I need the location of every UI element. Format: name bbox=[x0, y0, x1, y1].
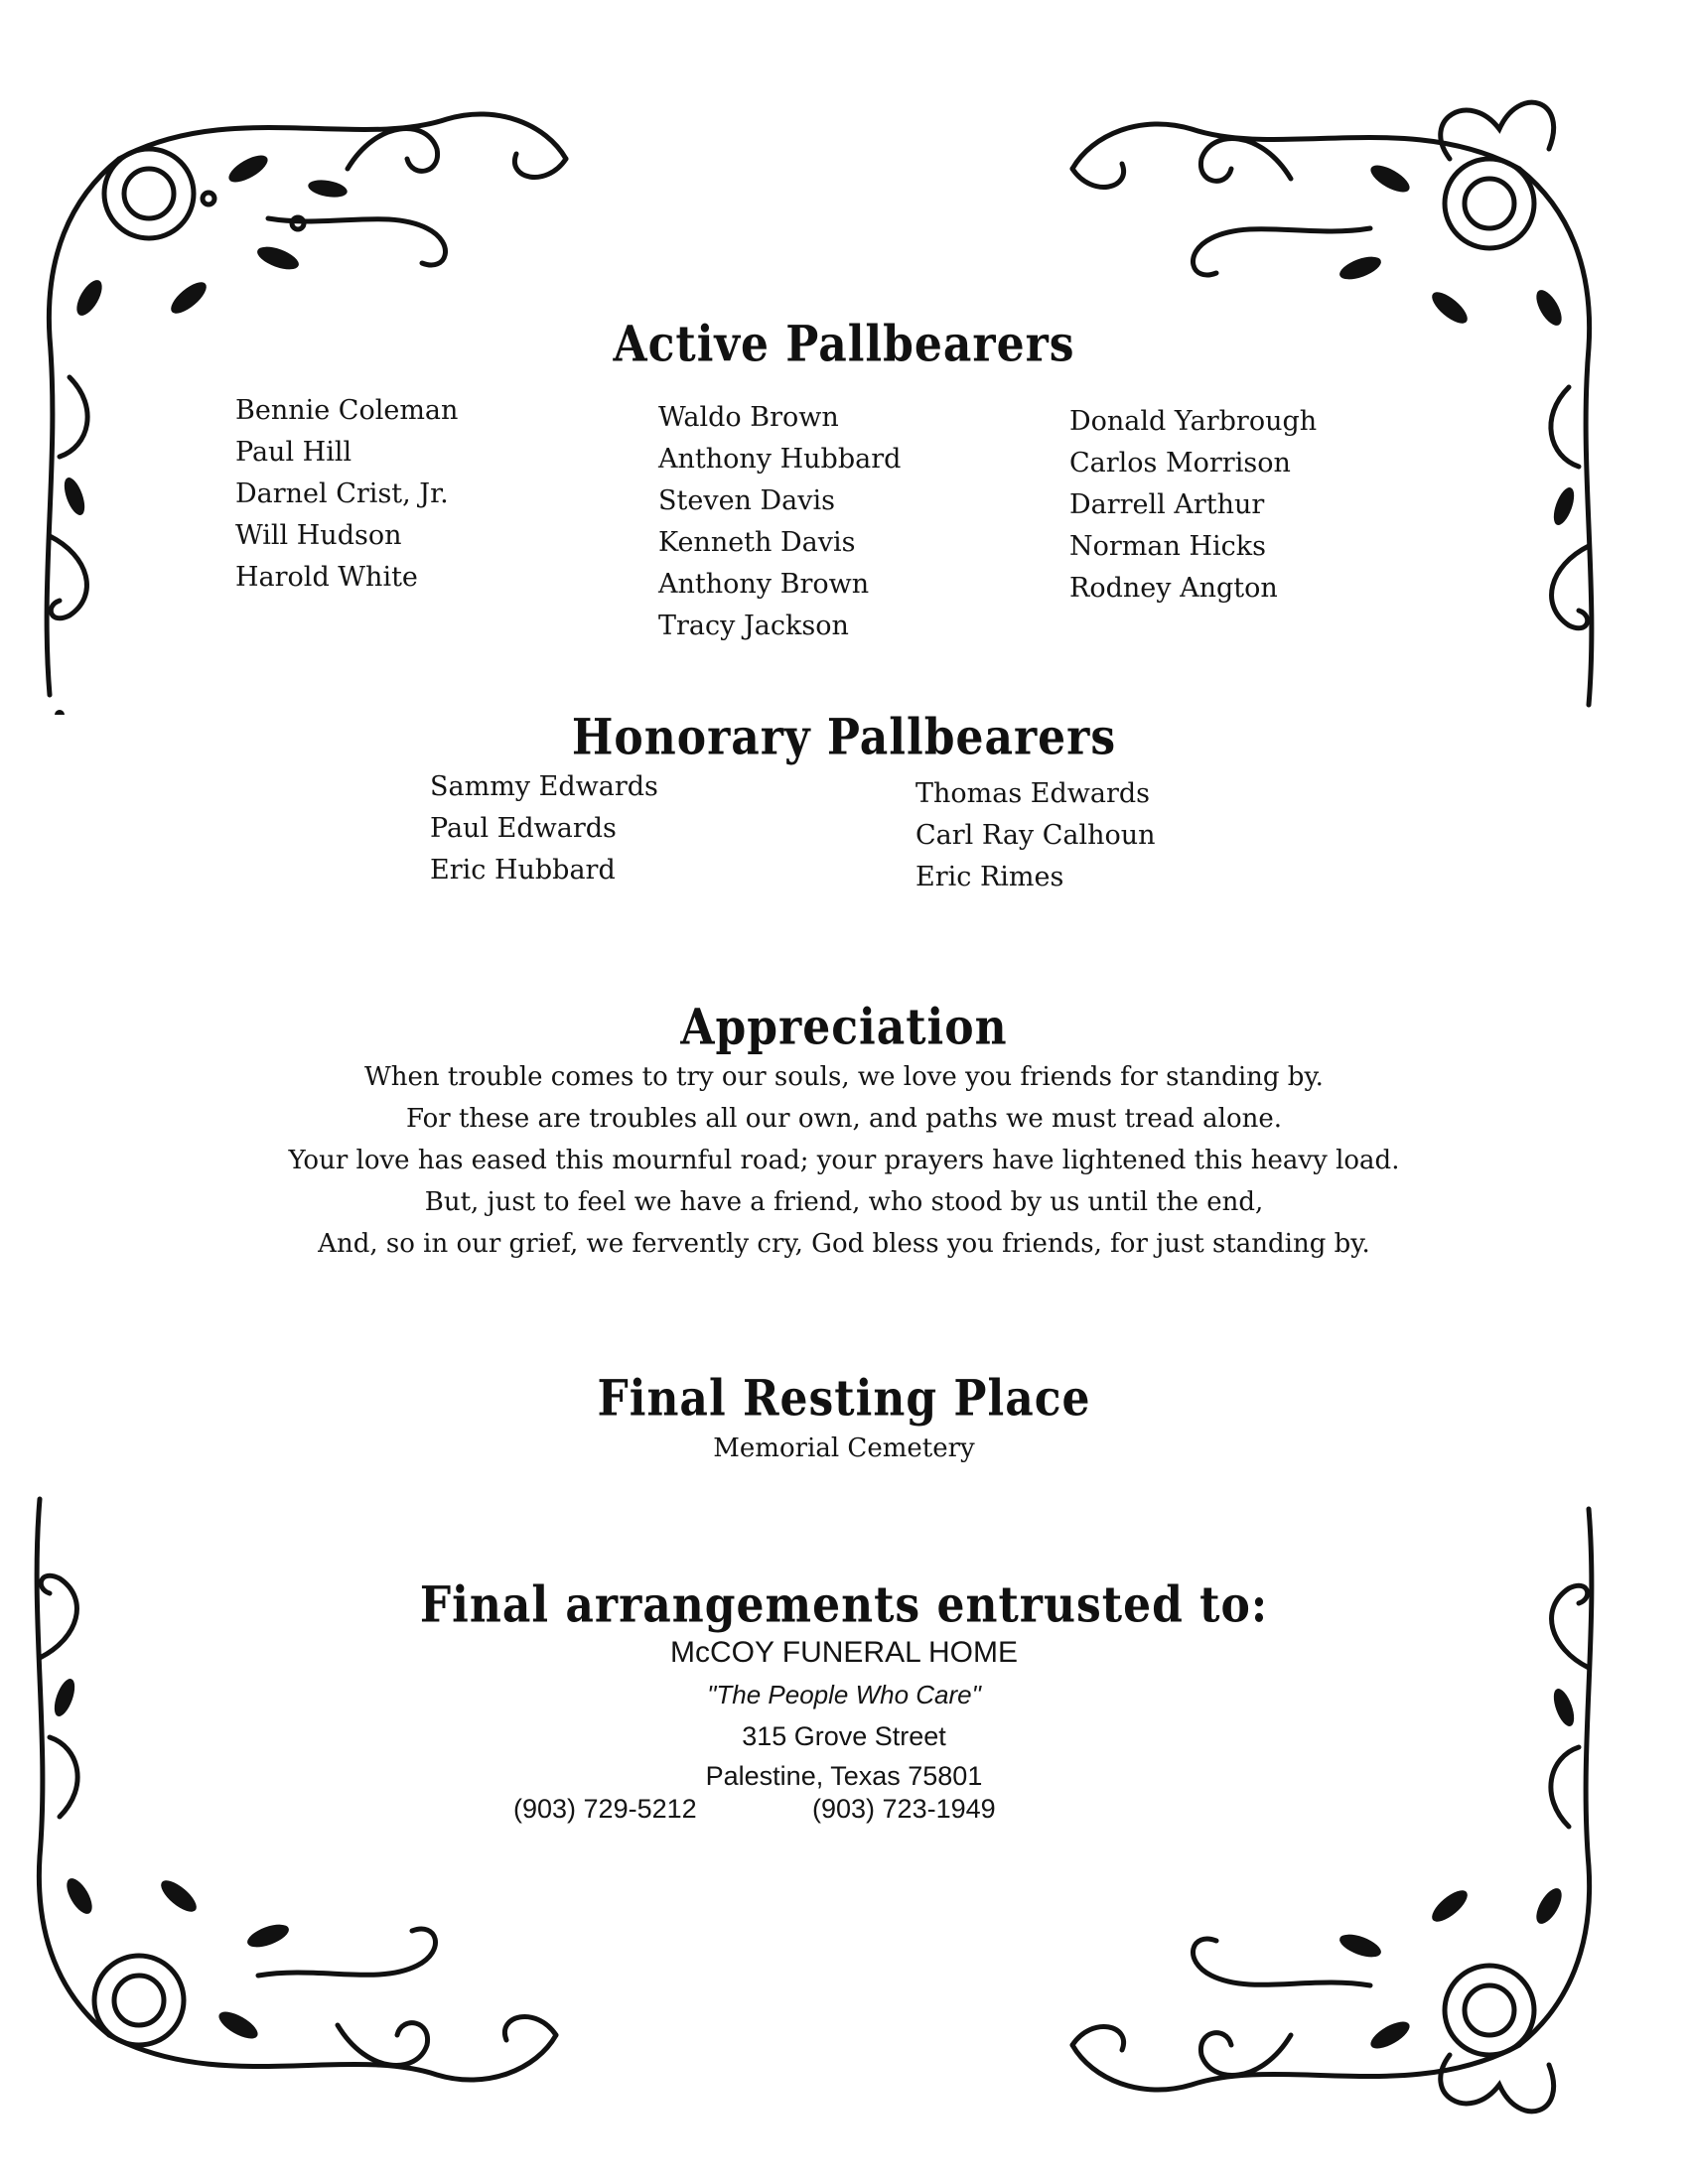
list-item: Steven Davis bbox=[658, 485, 836, 516]
funeral-home-name: McCOY FUNERAL HOME bbox=[669, 1636, 1019, 1669]
appreciation-poem bbox=[0, 1056, 1688, 1265]
list-item: Rodney Angton bbox=[1069, 573, 1278, 604]
honorary-pallbearers-heading: Honorary Pallbearers bbox=[571, 709, 1117, 767]
list-item: Norman Hicks bbox=[1069, 531, 1266, 562]
phone-number-2: (903) 723-1949 bbox=[812, 1794, 996, 1824]
active-pallbearers-column-1 bbox=[235, 390, 458, 599]
funeral-home-city: Palestine, Texas 75801 bbox=[705, 1761, 983, 1791]
poem-line: For these are troubles all our own, and paths we must tread alone. bbox=[405, 1104, 1283, 1134]
poem-line: When trouble comes to try our souls, we love you friends for standing by. bbox=[364, 1062, 1324, 1092]
poem-line: But, just to feel we have a friend, who stood by us until the end, bbox=[424, 1187, 1264, 1217]
list-item: Eric Hubbard bbox=[430, 855, 616, 886]
list-item: Darnel Crist, Jr. bbox=[235, 478, 449, 509]
list-item: Eric Rimes bbox=[915, 862, 1064, 892]
list-item: Carlos Morrison bbox=[1069, 448, 1291, 478]
honorary-pallbearers-column-2 bbox=[915, 773, 1156, 898]
arrangements-heading: Final arrangements entrusted to: bbox=[419, 1576, 1269, 1635]
funeral-home-slogan: "The People Who Care" bbox=[707, 1680, 981, 1709]
phone-number-1: (903) 729-5212 bbox=[513, 1794, 697, 1824]
list-item: Anthony Brown bbox=[658, 569, 870, 600]
poem-line: And, so in our grief, we fervently cry, God bless you friends, for just standing by. bbox=[318, 1229, 1370, 1259]
list-item: Donald Yarbrough bbox=[1069, 406, 1318, 437]
list-item: Kenneth Davis bbox=[658, 527, 856, 558]
list-item: Will Hudson bbox=[235, 520, 402, 551]
list-item: Anthony Hubbard bbox=[658, 444, 902, 475]
list-item: Bennie Coleman bbox=[235, 395, 459, 426]
active-pallbearers-column-2 bbox=[658, 397, 901, 647]
list-item: Paul Hill bbox=[235, 437, 352, 468]
list-item: Paul Edwards bbox=[430, 813, 617, 844]
active-pallbearers-heading: Active Pallbearers bbox=[613, 316, 1075, 374]
appreciation-heading: Appreciation bbox=[680, 999, 1008, 1057]
final-resting-place-heading: Final Resting Place bbox=[597, 1370, 1091, 1429]
list-item: Sammy Edwards bbox=[430, 771, 658, 802]
poem-line: Your love has eased this mournful road; your prayers have lightened this heavy load. bbox=[288, 1146, 1400, 1175]
list-item: Tracy Jackson bbox=[658, 611, 849, 641]
list-item: Carl Ray Calhoun bbox=[915, 820, 1156, 851]
list-item: Thomas Edwards bbox=[915, 778, 1151, 809]
floral-corner-bottom-left-icon bbox=[20, 1479, 576, 2115]
funeral-home-street: 315 Grove Street bbox=[742, 1721, 946, 1751]
honorary-pallbearers-column-1 bbox=[430, 766, 658, 891]
list-item: Harold White bbox=[235, 562, 418, 593]
cemetery-name: Memorial Cemetery bbox=[713, 1433, 975, 1463]
list-item: Waldo Brown bbox=[658, 402, 839, 433]
list-item: Darrell Arthur bbox=[1069, 489, 1265, 520]
active-pallbearers-column-3 bbox=[1069, 401, 1317, 610]
